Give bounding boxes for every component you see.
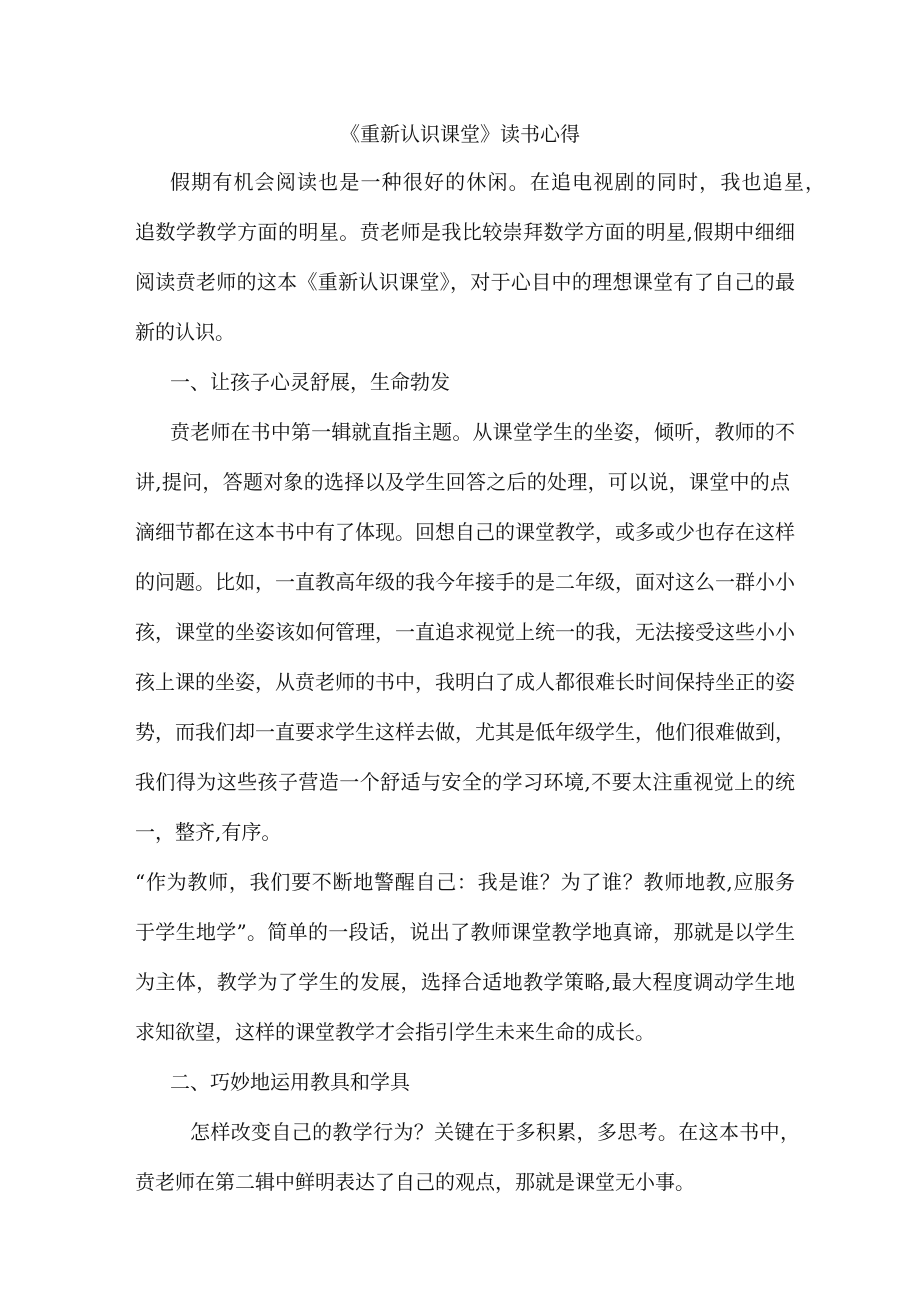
document-title: 《重新认识课堂》读书心得 — [340, 122, 580, 146]
paragraph-line: 阅读贲老师的这本《重新认识课堂》，对于心目中的理想课堂有了自己的最 — [135, 270, 795, 294]
section-heading: 二、巧妙地运用教具和学具 — [170, 1070, 410, 1094]
paragraph-line: 的问题。比如，一直教高年级的我今年接手的是二年级，面对这么一群小小 — [135, 570, 795, 594]
paragraph-line: 孩，课堂的坐姿该如何管理，一直追求视觉上统一的我，无法接受这些小小 — [135, 620, 795, 644]
paragraph-line: 怎样改变自己的教学行为？关键在于多积累，多思考。在这本书中， — [190, 1120, 800, 1144]
paragraph-line: 追数学教学方面的明星。贲老师是我比较崇拜数学方面的明星,假期中细细 — [135, 220, 795, 244]
paragraph-line: 一，整齐,有序。 — [135, 820, 282, 844]
paragraph-line: 于学生地学”。简单的一段话，说出了教师课堂教学地真谛，那就是以学生 — [135, 920, 795, 944]
paragraph-line: 讲,提问，答题对象的选择以及学生回答之后的处理，可以说，课堂中的点 — [135, 470, 790, 494]
paragraph-line: 孩上课的坐姿，从贲老师的书中，我明白了成人都很难长时间保持坐正的姿 — [135, 670, 795, 694]
paragraph-line: 新的认识。 — [135, 320, 235, 344]
paragraph-line: 假期有机会阅读也是一种很好的休闲。在追电视剧的同时，我也追星， — [170, 170, 825, 194]
paragraph-line: “作为教师，我们要不断地警醒自己：我是谁？为了谁？教师地教,应服务 — [135, 870, 795, 894]
paragraph-line: 求知欲望，这样的课堂教学才会指引学生未来生命的成长。 — [135, 1020, 655, 1044]
paragraph-line: 贲老师在书中第一辑就直指主题。从课堂学生的坐姿，倾听，教师的不 — [170, 420, 795, 444]
paragraph-line: 势，而我们却一直要求学生这样去做，尤其是低年级学生，他们很难做到， — [135, 720, 795, 744]
section-heading: 一、让孩子心灵舒展，生命勃发 — [170, 370, 450, 394]
paragraph-line: 贲老师在第二辑中鲜明表达了自己的观点，那就是课堂无小事。 — [135, 1170, 695, 1194]
paragraph-line: 我们得为这些孩子营造一个舒适与安全的学习环境,不要太注重视觉上的统 — [135, 770, 795, 794]
paragraph-line: 滴细节都在这本书中有了体现。回想自己的课堂教学，或多或少也存在这样 — [135, 520, 795, 544]
paragraph-line: 为主体，教学为了学生的发展，选择合适地教学策略,最大程度调动学生地 — [135, 970, 795, 994]
